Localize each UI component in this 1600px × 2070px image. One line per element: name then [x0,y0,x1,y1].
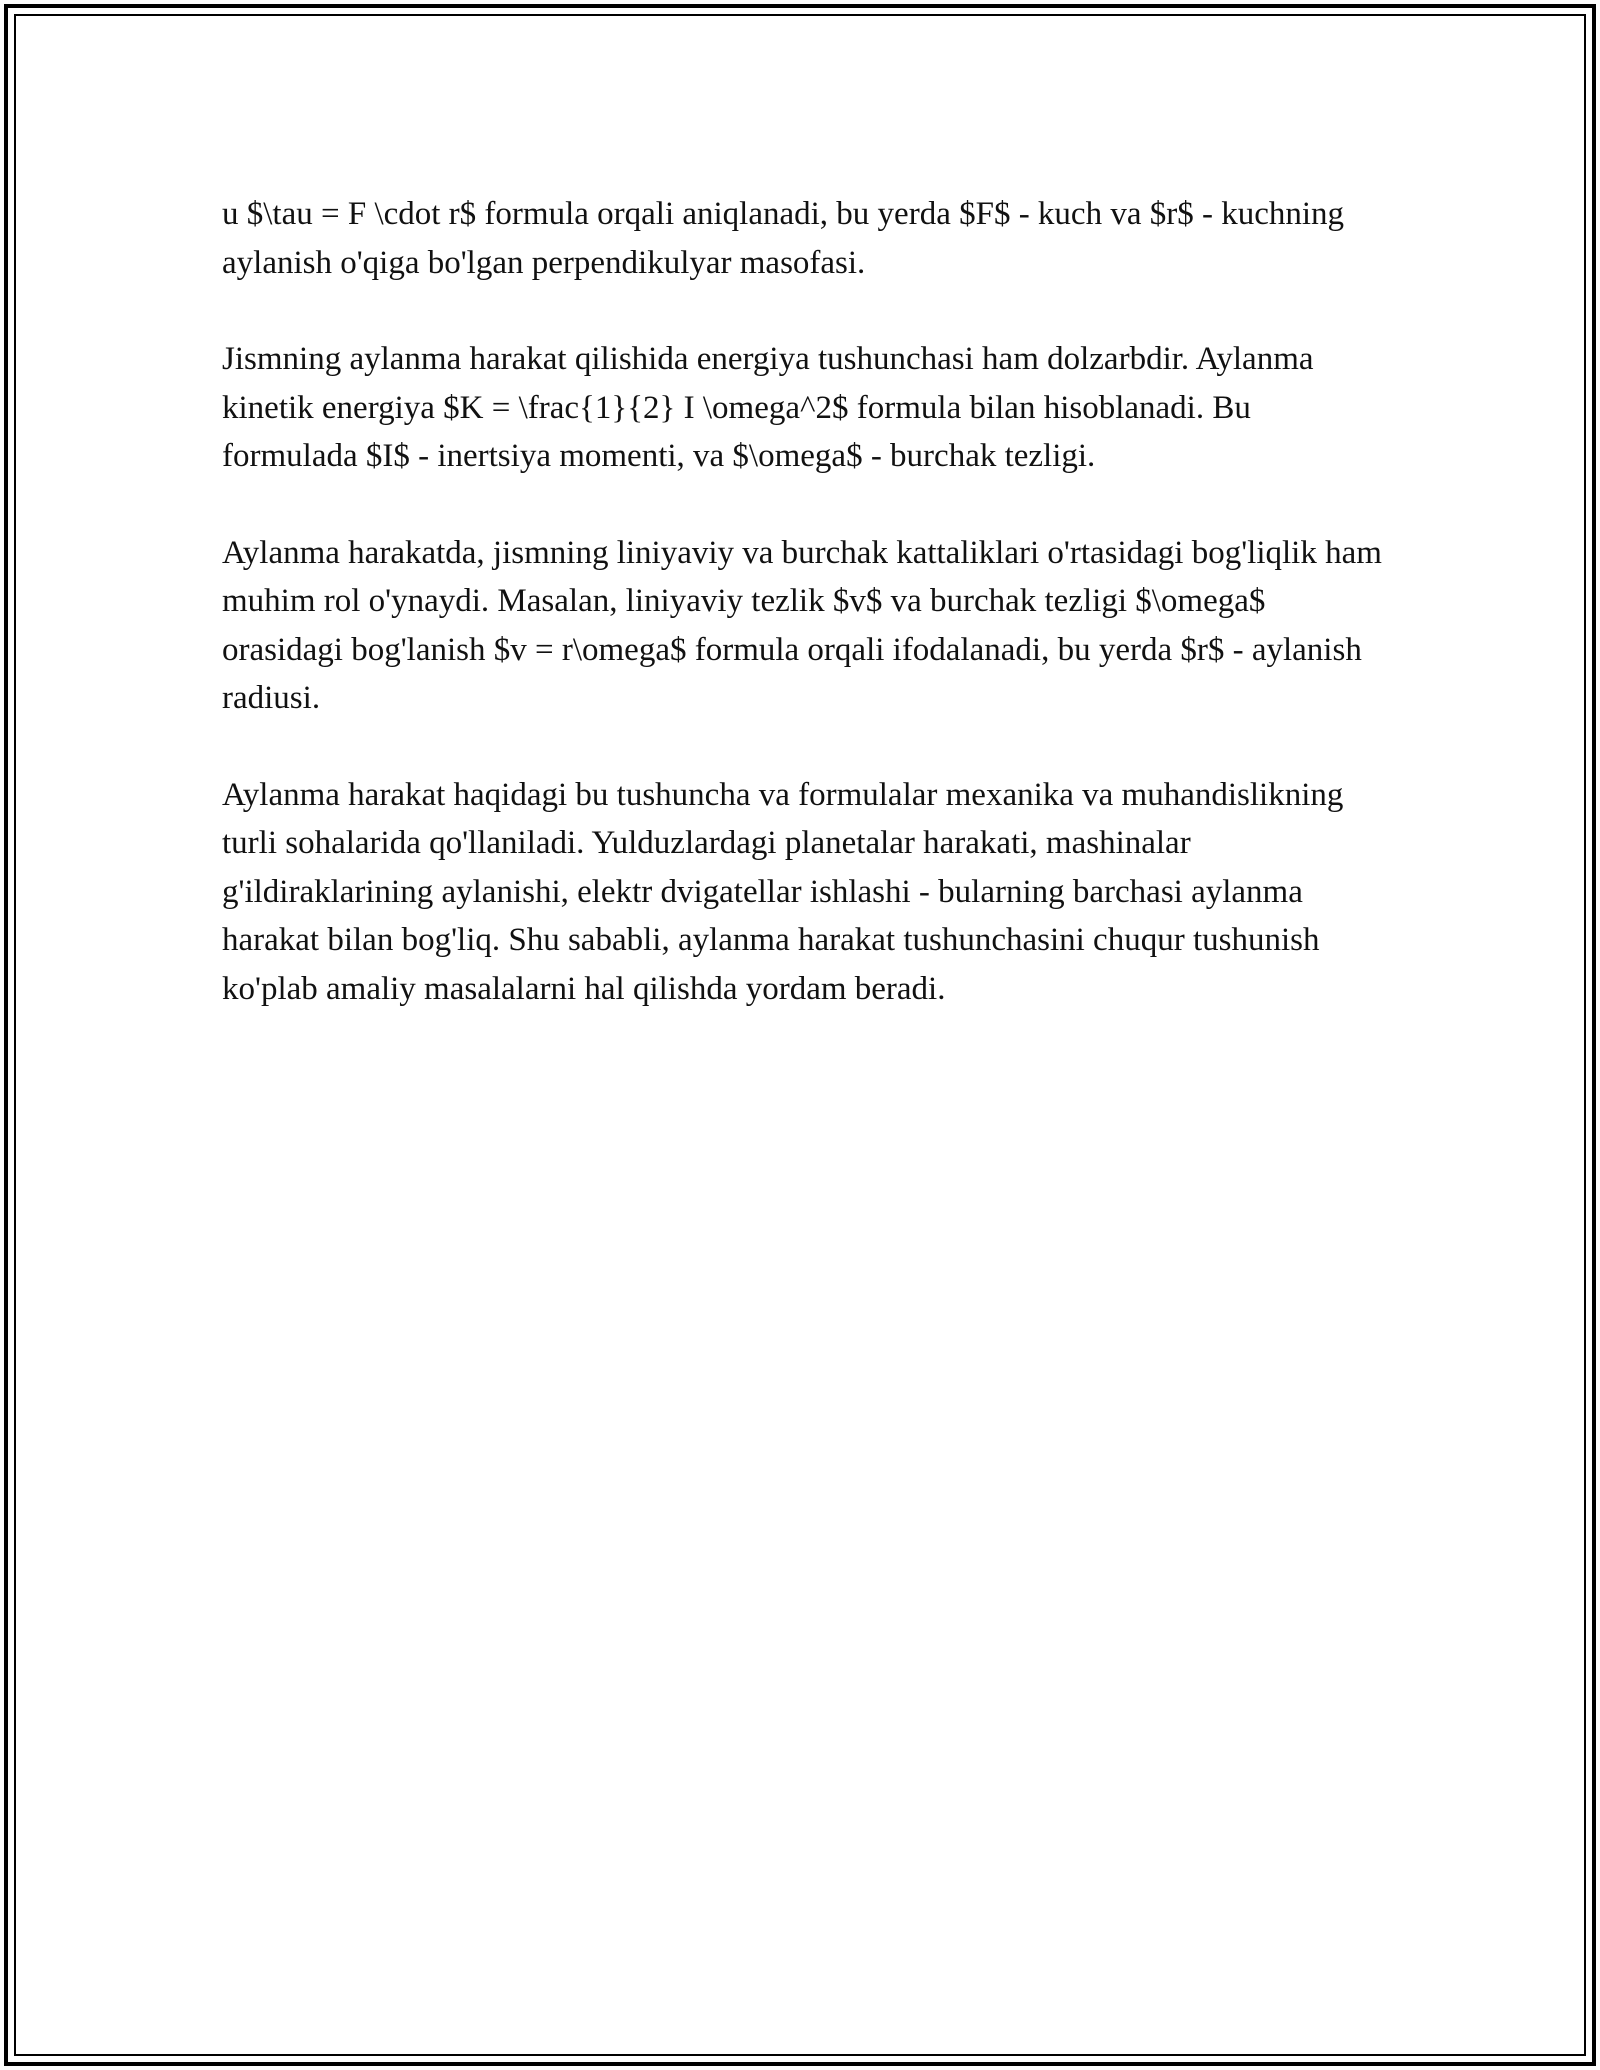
paragraph-linear-angular: Aylanma harakatda, jismning liniyaviy va burchak kattaliklari o'rtasidagi bog'liqlik ham muhim rol o'ynaydi. Masalan, liniyaviy tezlik $v$ va burchak tezligi $\omega$ orasidagi bog'lanish $v = r\omega$ formula orqali ifodalanadi, bu yerda $r$ - aylanish radiusi. [222,534,1382,716]
paragraph-torque: u $\tau = F \cdot r$ formula orqali aniqlanadi, bu yerda $F$ - kuch va $r$ - kuchning aylanish o'qiga bo'lgan perpendikulyar masofasi. [222,196,1345,281]
paragraph-kinetic-energy: Jismning aylanma harakat qilishida energiya tushunchasi ham dolzarbdir. Aylanma kinetik energiya $K = \frac{1}{2} I \omega^2$ formula bilan hisoblanadi. Bu formulada $I$ - inertsiya momenti, va $\omega$ - burchak tezligi. [222,341,1314,474]
document-body [222,190,1382,1061]
paragraph-applications: Aylanma harakat haqidagi bu tushuncha va formulalar mexanika va muhandislikning turli sohalarida qo'llaniladi. Yulduzlardagi planetalar harakati, mashinalar g'ildiraklarining aylanishi, elektr dvigatellar ishlashi - bularning barchasi aylanma harakat bilan bog'liq. Shu sababli, aylanma harakat tushunchasini chuqur tushunish ko'plab amaliy masalalarni hal qilishda yordam beradi. [222,776,1344,1007]
